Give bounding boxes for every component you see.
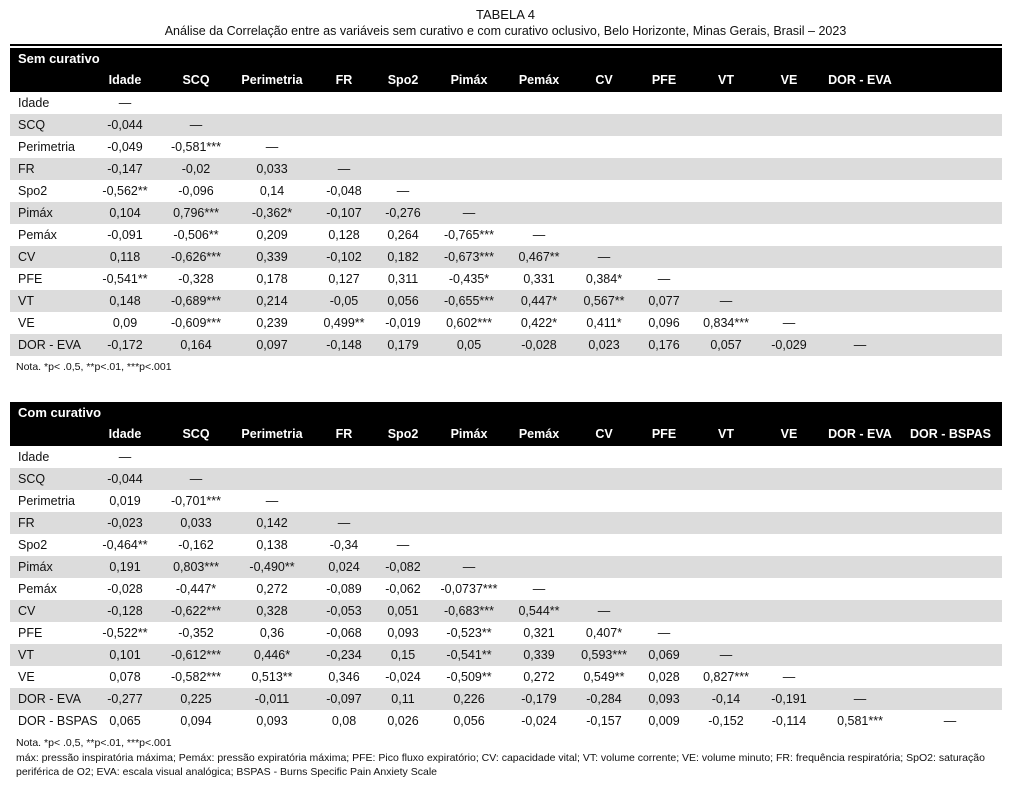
table-cell: -0,048 [326,184,362,198]
column-header: DOR - BSPAS [910,427,992,441]
table-cell: -0,765*** [443,228,495,242]
table-cell: -0,082 [385,560,421,574]
table-cell: 0,422* [520,316,558,330]
table-cell: 0,411* [586,316,622,330]
table-cell: 0,128 [328,228,360,242]
row-label: CV [18,250,36,264]
table-cell: — [719,294,733,308]
column-header: FR [335,427,353,441]
row-label: Idade [18,96,50,110]
table-row [10,290,1002,312]
table-cell: 0,118 [109,250,141,264]
table-cell: -0,435* [448,272,490,286]
table-cell: 0,065 [109,714,141,728]
table-cell: 0,407* [585,626,623,640]
column-header: Pemáx [518,73,560,87]
column-header: Perimetria [241,73,303,87]
table-cell: -0,179 [521,692,557,706]
row-label: Pemáx [18,582,57,596]
table-cell: 0,272 [256,582,288,596]
table-cell: 0,164 [180,338,212,352]
table-cell: 0,225 [180,692,212,706]
table-cell: 0,179 [387,338,419,352]
table-cell: — [118,450,132,464]
table-cell: -0,277 [107,692,143,706]
column-header: Idade [108,427,142,441]
table-cell: 0,339 [523,648,555,662]
table-cell: -0,191 [771,692,807,706]
table-cell: -0,609*** [170,316,222,330]
table-cell: 0,178 [256,272,288,286]
table-cell: 0,346 [328,670,360,684]
table-cell: -0,276 [385,206,421,220]
table-cell: 0,339 [256,250,288,264]
table-cell: -0,490** [249,560,295,574]
row-label: FR [18,162,35,176]
table-cell: 0,069 [648,648,680,662]
table-cell: 0,138 [256,538,288,552]
table-cell: 0,191 [109,560,141,574]
table-cell: -0,626*** [170,250,222,264]
table-cell: -0,541** [446,648,492,662]
table-cell: -0,683*** [443,604,495,618]
table-row [10,92,1002,114]
table-cell: -0,019 [385,316,421,330]
row-label: Perimetria [18,494,75,508]
table-cell: -0,362* [251,206,293,220]
table-cell: 0,08 [331,714,357,728]
table-cell: -0,148 [326,338,362,352]
table-cell: 0,104 [109,206,141,220]
table-row [10,446,1002,468]
table-cell: 0,209 [256,228,288,242]
table-cell: -0,029 [771,338,807,352]
table-com-curativo [10,402,1002,732]
table-cell: -0,024 [385,670,421,684]
table-row [10,312,1002,334]
table-cell: -0,023 [107,516,143,530]
row-label: PFE [18,272,43,286]
table-cell: 0,272 [523,670,555,684]
table-cell: -0,234 [326,648,362,662]
table-cell: 0,14 [259,184,285,198]
table-row [10,710,1002,732]
table-cell: 0,077 [648,294,680,308]
table-cell: 0,239 [256,316,288,330]
table-cell: -0,02 [181,162,211,176]
table-cell: -0,053 [326,604,362,618]
table-cell: 0,499** [323,316,365,330]
table-cell: 0,051 [387,604,419,618]
row-label: DOR - EVA [18,692,81,706]
table-cell: 0,142 [256,516,288,530]
section-title: Sem curativo [18,51,100,66]
table-cell: 0,311 [387,272,419,286]
row-label: VT [18,648,34,662]
table-cell: 0,176 [648,338,680,352]
table-cell: -0,352 [178,626,214,640]
table-cell: 0,024 [328,560,360,574]
column-header: VE [780,73,798,87]
table-cell: -0,028 [107,582,143,596]
table-cell: — [532,228,546,242]
table-row [10,224,1002,246]
section-title: Com curativo [18,405,102,420]
table-cell: 0,328 [256,604,288,618]
table-cell: — [396,184,410,198]
column-header: PFE [651,73,677,87]
table-row [10,644,1002,666]
table-cell: 0,321 [523,626,555,640]
table-cell: -0,622*** [170,604,222,618]
table-cell: -0,523** [446,626,492,640]
row-label: VT [18,294,34,308]
table-row [10,578,1002,600]
row-label: Pimáx [18,560,53,574]
table-cell: -0,0737*** [440,582,498,596]
table-cell: 0,078 [109,670,141,684]
table-cell: 0,567** [583,294,625,308]
table-cell: -0,172 [107,338,143,352]
table-cell: 0,264 [387,228,419,242]
table-cell: — [396,538,410,552]
column-header: Perimetria [241,427,303,441]
table-row [10,534,1002,556]
table-cell: 0,028 [648,670,680,684]
table-cell: 0,094 [180,714,212,728]
table-cell: 0,056 [387,294,419,308]
table-cell: — [532,582,546,596]
column-header: FR [335,73,353,87]
row-label: DOR - EVA [18,338,81,352]
table-cell: — [657,626,671,640]
table-cell: -0,581*** [170,140,222,154]
table-cell: -0,522** [102,626,148,640]
table-cell: -0,114 [771,714,807,728]
table-cell: -0,689*** [170,294,222,308]
table-cell: — [189,118,203,132]
column-header: Spo2 [387,73,419,87]
table-cell: 0,093 [256,714,288,728]
column-header: DOR - EVA [828,73,892,87]
row-label: SCQ [18,472,46,486]
table-cell: 0,097 [256,338,288,352]
table-cell: -0,024 [521,714,557,728]
table-cell: 0,544** [518,604,560,618]
section-bar [10,402,1002,424]
column-header: SCQ [182,427,210,441]
table-cell: 0,593*** [581,648,627,662]
top-rule [10,44,1002,46]
table-cell: — [265,494,279,508]
table-row [10,180,1002,202]
column-header: Pimáx [450,73,488,87]
table-cell: 0,834*** [703,316,749,330]
table-cell: 0,11 [391,692,415,706]
table-row [10,202,1002,224]
row-label: Pimáx [18,206,53,220]
table-cell: 0,15 [390,648,416,662]
table-row [10,600,1002,622]
table-row [10,490,1002,512]
table-cell: — [853,692,867,706]
table-cell: 0,827*** [703,670,749,684]
table-row [10,688,1002,710]
table-cell: -0,157 [586,714,622,728]
table-row [10,246,1002,268]
table-note-com-curativo: Nota. *p< .0,5, **p<.01, ***p<.001 [16,737,172,749]
table-cell: 0,009 [648,714,680,728]
table-row [10,666,1002,688]
table-sem-curativo [10,48,1002,356]
row-label: Idade [18,450,50,464]
table-cell: 0,331 [523,272,555,286]
table-cell: — [597,250,611,264]
table-cell: 0,09 [112,316,138,330]
table-cell: 0,226 [453,692,485,706]
table-row [10,512,1002,534]
table-cell: 0,36 [259,626,285,640]
table-cell: — [265,140,279,154]
table-cell: 0,05 [456,338,482,352]
table-cell: 0,023 [588,338,620,352]
row-label: PFE [18,626,43,640]
table-cell: 0,549** [583,670,625,684]
table-cell: -0,14 [711,692,741,706]
row-label: VE [18,670,35,684]
table-cell: -0,447* [175,582,217,596]
table-cell: — [462,206,476,220]
table-cell: -0,506** [173,228,219,242]
table-row [10,268,1002,290]
table-row [10,622,1002,644]
table-row [10,158,1002,180]
column-header: CV [595,73,613,87]
table-cell: -0,05 [329,294,359,308]
table-cell: 0,803*** [173,560,219,574]
table-cell: — [657,272,671,286]
table-cell: -0,328 [178,272,214,286]
table-cell: -0,162 [178,538,214,552]
table-cell: 0,513** [251,670,293,684]
row-label: FR [18,516,35,530]
table-cell: 0,056 [453,714,485,728]
table-cell: 0,026 [387,714,419,728]
table-cell: -0,152 [708,714,744,728]
table-title: TABELA 4 [475,7,535,22]
table-cell: — [337,162,351,176]
table-cell: -0,096 [178,184,214,198]
table-cell: 0,019 [109,494,141,508]
table-cell: 0,796*** [173,206,219,220]
table-cell: 0,182 [387,250,419,264]
table-cell: -0,701*** [170,494,222,508]
table-cell: 0,096 [648,316,680,330]
column-header: CV [595,427,613,441]
column-header: VE [780,427,798,441]
table-cell: -0,011 [254,692,290,706]
table-cell: -0,464** [102,538,148,552]
table-cell: -0,284 [586,692,622,706]
table-cell: -0,107 [326,206,362,220]
column-header: Idade [108,73,142,87]
table-cell: 0,467** [518,250,560,264]
table-cell: 0,148 [109,294,141,308]
column-header: Pimáx [450,427,488,441]
table-cell: -0,655*** [443,294,495,308]
row-label: Perimetria [18,140,75,154]
table-cell: -0,089 [326,582,362,596]
header-row [10,70,1002,92]
column-header: DOR - EVA [828,427,892,441]
table-cell: -0,102 [326,250,362,264]
table-cell: -0,582*** [170,670,222,684]
table-cell: -0,34 [329,538,359,552]
table-cell: -0,673*** [443,250,495,264]
table-cell: -0,097 [326,692,362,706]
table-cell: 0,033 [256,162,288,176]
table-cell: -0,062 [385,582,421,596]
table-cell: -0,068 [326,626,362,640]
table-cell: 0,602*** [446,316,492,330]
table-cell: 0,214 [256,294,288,308]
table-cell: — [189,472,203,486]
table-cell: 0,446* [253,648,291,662]
row-label: DOR - BSPAS [18,714,98,728]
column-header: PFE [651,427,677,441]
table-cell: 0,127 [328,272,360,286]
row-label: VE [18,316,35,330]
table-cell: -0,028 [521,338,557,352]
table-footnote: máx: pressão inspiratória máxima; Pemáx: pressão expiratória máxima; PFE: Pico fluxo expiratório; CV: capacidade vital; VT: volume corrente; VE: volume minuto; FR: frequência respiratória; SpO2: saturação periférica de O2; EVA: escala visual analógica; BSPAS - Burns Specific Pain Anxiety Scale [16,752,985,778]
table-row [10,468,1002,490]
header-row [10,424,1002,446]
table-note-sem-curativo: Nota. *p< .0,5, **p<.01, ***p<.001 [16,361,172,373]
column-header: VT [718,73,734,87]
table-cell: -0,541** [102,272,148,286]
table-cell: 0,581*** [837,714,883,728]
column-header: VT [718,427,734,441]
row-label: SCQ [18,118,46,132]
table-cell: — [782,670,796,684]
table-cell: 0,101 [109,648,141,662]
table-cell: — [943,714,957,728]
table-cell: — [337,516,351,530]
table-cell: 0,093 [387,626,419,640]
table-cell: -0,044 [107,118,143,132]
section-bar [10,48,1002,70]
table-cell: 0,093 [648,692,680,706]
table-cell: — [719,648,733,662]
table-cell: -0,612*** [170,648,222,662]
table-cell: -0,044 [107,472,143,486]
table-cell: 0,384* [585,272,623,286]
table-cell: -0,049 [107,140,143,154]
table-cell: 0,447* [520,294,558,308]
table-cell: -0,128 [107,604,143,618]
row-label: Spo2 [18,538,48,552]
table-cell: -0,091 [107,228,143,242]
row-label: Spo2 [18,184,48,198]
table-cell: — [853,338,867,352]
table-cell: — [462,560,476,574]
table-cell: 0,033 [180,516,212,530]
table-row [10,334,1002,356]
table-row [10,114,1002,136]
table-cell: -0,509** [446,670,492,684]
row-label: CV [18,604,36,618]
column-header: Spo2 [387,427,419,441]
table-row [10,556,1002,578]
table-row [10,136,1002,158]
table-subtitle: Análise da Correlação entre as variáveis sem curativo e com curativo oclusivo, Belo Horizonte, Minas Gerais, Brasil – 2023 [164,24,847,38]
table-cell: 0,057 [710,338,742,352]
table-cell: — [118,96,132,110]
column-header: SCQ [182,73,210,87]
row-label: Pemáx [18,228,57,242]
table-cell: — [597,604,611,618]
table-cell: -0,147 [107,162,143,176]
table-cell: -0,562** [102,184,148,198]
table-cell: — [782,316,796,330]
column-header: Pemáx [518,427,560,441]
